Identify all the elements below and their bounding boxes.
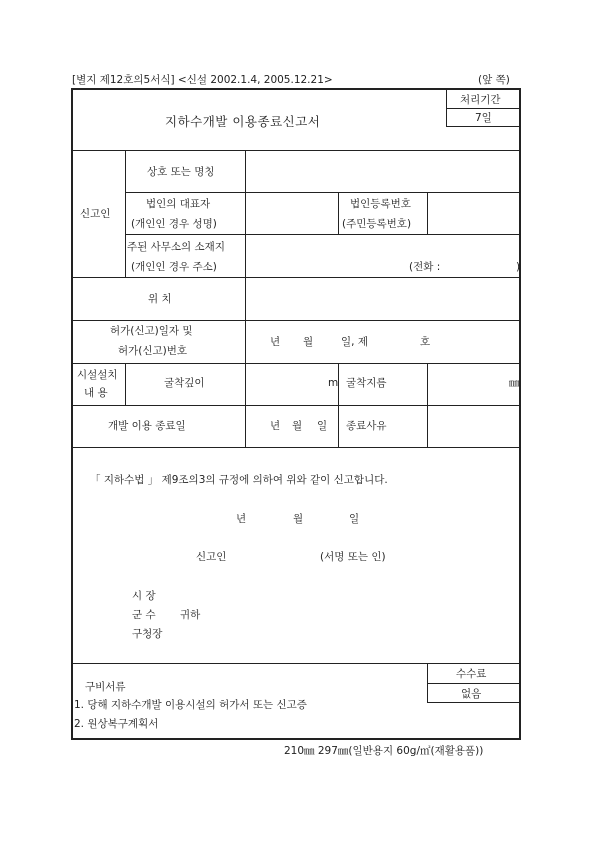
diameter-label: 굴착지름 bbox=[346, 377, 387, 389]
depth-label: 굴착깊이 bbox=[164, 377, 205, 389]
documents-label: 구비서류 bbox=[85, 681, 126, 693]
diameter-field[interactable] bbox=[429, 365, 519, 404]
address-label: 주된 사무소의 소재지 bbox=[127, 241, 225, 253]
fee-label: 수수료 bbox=[456, 668, 487, 680]
sign-month: 월 bbox=[293, 513, 304, 525]
end-year: 년 bbox=[270, 420, 281, 432]
end-day: 일 bbox=[317, 420, 328, 432]
registration-number-sublabel: (주민등록번호) bbox=[342, 218, 412, 230]
representative-sublabel: (개인인 경우 성명) bbox=[131, 218, 217, 230]
paper-spec-footer: 210㎜ 297㎜(일반용지 60g/㎡(재활용품)) bbox=[284, 745, 484, 757]
facility-sublabel: 내 용 bbox=[84, 387, 108, 399]
phone-label: (전화 : bbox=[409, 261, 441, 273]
sign-year: 년 bbox=[236, 513, 247, 525]
end-date-label: 개발 이용 종료일 bbox=[108, 420, 186, 432]
location-label: 위 치 bbox=[148, 293, 172, 305]
recipient-suffix: 귀하 bbox=[180, 609, 201, 621]
address-sublabel: (개인인 경우 주소) bbox=[131, 261, 217, 273]
page-side-label: (앞 쪽) bbox=[478, 74, 510, 86]
representative-field[interactable] bbox=[247, 194, 337, 233]
representative-label: 법인의 대표자 bbox=[146, 198, 211, 210]
signer-label: 신고인 bbox=[196, 551, 227, 563]
fee-value: 없음 bbox=[461, 688, 482, 700]
permit-number-suffix: 호 bbox=[420, 336, 431, 348]
permit-year: 년 bbox=[270, 336, 281, 348]
permit-label: 허가(신고)일자 및 bbox=[110, 325, 193, 337]
business-name-field[interactable] bbox=[247, 152, 519, 191]
facility-label: 시설설치 bbox=[77, 369, 118, 381]
recipient-county: 군 수 bbox=[132, 609, 156, 621]
end-reason-field[interactable] bbox=[429, 407, 519, 446]
permit-sublabel: 허가(신고)번호 bbox=[118, 345, 188, 357]
end-month: 월 bbox=[292, 420, 303, 432]
recipient-mayor: 시 장 bbox=[132, 590, 156, 602]
address-field[interactable] bbox=[247, 236, 519, 276]
depth-field[interactable] bbox=[247, 365, 337, 404]
phone-close: ) bbox=[516, 261, 521, 273]
depth-unit: m bbox=[328, 377, 339, 389]
registration-number-label: 법인등록번호 bbox=[350, 198, 411, 210]
statement-text: 「 지하수법 」 제9조의3의 규정에 의하여 위와 같이 신고합니다. bbox=[90, 474, 388, 486]
business-name-label: 상호 또는 명칭 bbox=[147, 166, 215, 178]
diameter-unit: ㎜ bbox=[509, 377, 520, 389]
permit-month: 월 bbox=[303, 336, 314, 348]
recipient-district: 구청장 bbox=[132, 628, 163, 640]
signature-placeholder: (서명 또는 인) bbox=[320, 551, 386, 563]
processing-period-value: 7일 bbox=[475, 112, 492, 124]
page-title: 지하수개발 이용종료신고서 bbox=[165, 114, 321, 129]
document-item-2: 2. 원상복구계획서 bbox=[74, 718, 159, 730]
location-field[interactable] bbox=[247, 279, 519, 319]
permit-day-number: 일, 제 bbox=[341, 336, 368, 348]
registration-number-field[interactable] bbox=[429, 194, 519, 233]
end-reason-label: 종료사유 bbox=[346, 420, 387, 432]
document-item-1: 1. 당해 지하수개발 이용시설의 허가서 또는 신고증 bbox=[74, 699, 307, 711]
reporter-section-label: 신고인 bbox=[80, 208, 111, 220]
processing-period-label: 처리기간 bbox=[460, 94, 501, 106]
form-reference: [별지 제12호의5서식] <신설 2002.1.4, 2005.12.21> bbox=[72, 74, 333, 86]
sign-day: 일 bbox=[349, 513, 360, 525]
